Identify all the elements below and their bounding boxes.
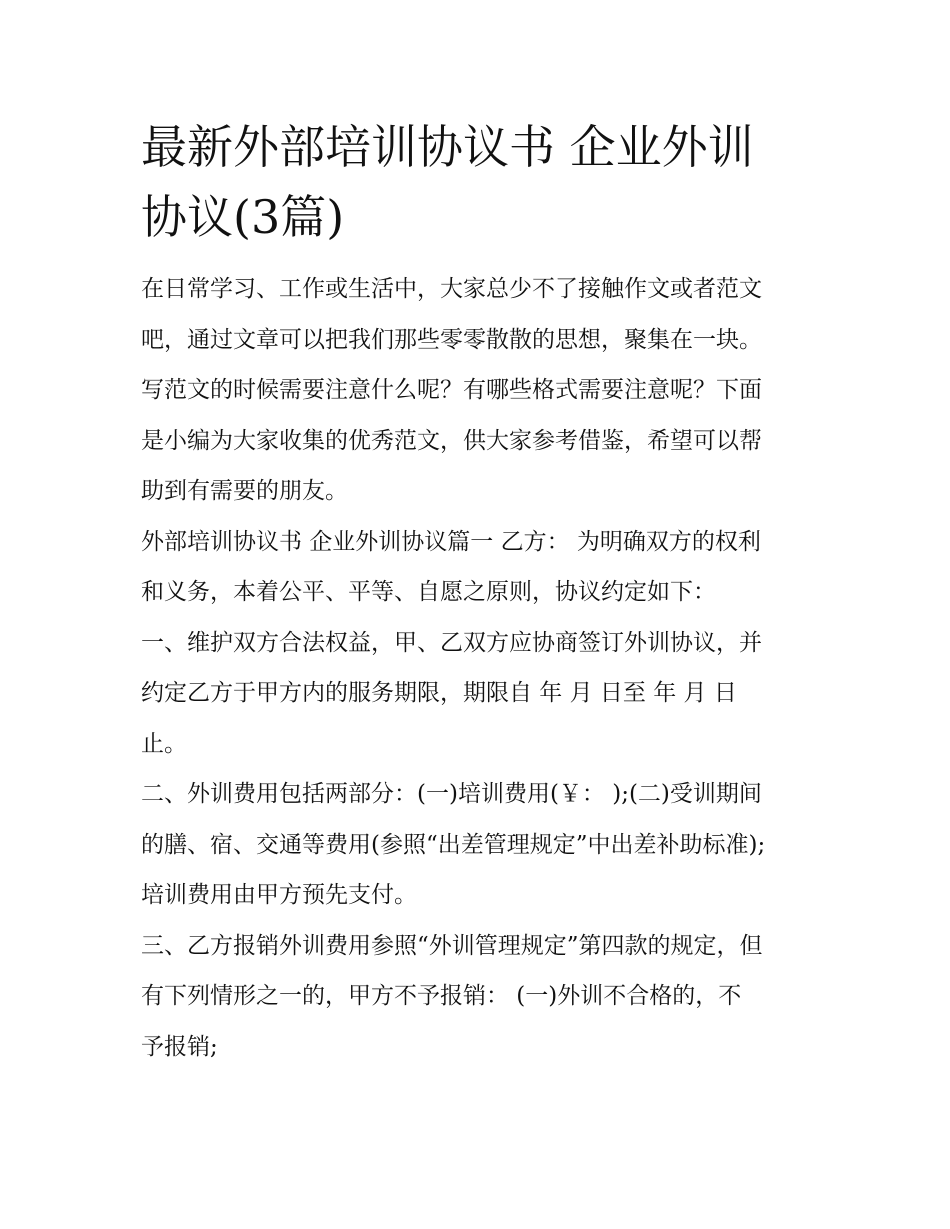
text-line: 和义务，本着公平、平等、自愿之原则，协议约定如下： — [141, 579, 716, 605]
text-line: 约定乙方于甲方内的服务期限，期限自 年 月 日至 年 月 日 — [141, 680, 737, 706]
title-line: 协议(3篇) — [141, 190, 345, 244]
text-line: 的膳、宿、交通等费用(参照“出差管理规定”中出差补助标准); — [141, 831, 766, 858]
document-title — [141, 112, 821, 252]
text-line: 培训费用由甲方预先支付。 — [141, 882, 417, 908]
text-line: 外部培训协议书 企业外训协议篇一 乙方： 为明确双方的权利 — [141, 528, 761, 555]
paragraph-clause-3 — [141, 921, 821, 1073]
text-line: 三、乙方报销外训费用参照“外训管理规定”第四款的规定，但 — [141, 932, 763, 959]
text-line: 是小编为大家收集的优秀范文，供大家参考借鉴，希望可以帮 — [141, 427, 762, 454]
text-line: 有下列情形之一的，甲方不予报销： (一)外训不合格的，不 — [141, 983, 742, 1009]
paragraph-clause-1 — [141, 618, 821, 770]
text-line: 助到有需要的朋友。 — [141, 478, 348, 504]
text-line: 二、外训费用包括两部分：(一)培训费用(￥： );(二)受训期间 — [141, 781, 762, 807]
paragraph-intro — [141, 264, 821, 517]
text-line: 吧，通过文章可以把我们那些零零散散的思想，聚集在一块。 — [141, 326, 762, 353]
paragraph-agreement-intro — [141, 517, 821, 618]
text-line: 一、维护双方合法权益，甲、乙双方应协商签订外训协议，并 — [141, 629, 762, 656]
document-page — [141, 112, 821, 1072]
text-line: 写范文的时候需要注意什么呢？有哪些格式需要注意呢？下面 — [141, 377, 762, 403]
paragraph-clause-2 — [141, 769, 821, 921]
text-line: 止。 — [141, 730, 187, 757]
text-line: 予报销; — [141, 1033, 218, 1060]
title-line: 最新外部培训协议书 企业外训 — [141, 120, 754, 174]
text-line: 在日常学习、工作或生活中，大家总少不了接触作文或者范文 — [141, 276, 762, 302]
